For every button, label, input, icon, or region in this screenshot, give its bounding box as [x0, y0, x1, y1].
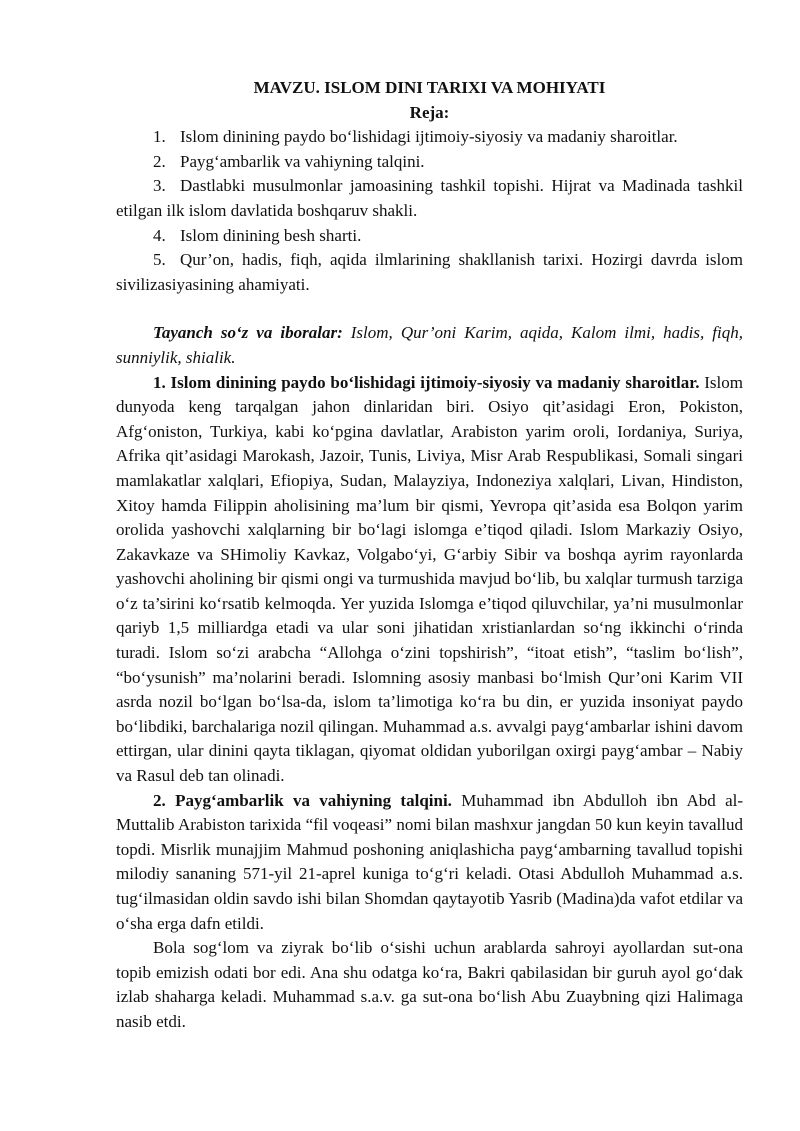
- plan-list: [116, 125, 743, 297]
- plan-item-number: 4.: [153, 225, 166, 245]
- section-2-paragraph-2: Bola sog‘lom va ziyrak bo‘lib o‘sishi uchun arablarda sahroyi ayollardan sut-ona topib emizish odati bor edi. Ana shu odatga ko‘ra, Bakri qabilasidan bir guruh ayol go‘dak izlab shaharga keladi. Muhammad s.a.v. ga sut-ona bo‘lish Abu Zuaybning qizi Halimaga nasib etdi.: [116, 938, 743, 1031]
- keywords-label: Tayanch so‘z va iboralar:: [153, 323, 343, 343]
- section-2-paragraph: [116, 789, 743, 937]
- plan-heading: Reja:: [409, 102, 450, 122]
- section-2-heading: 2. Payg‘ambarlik va vahiyning talqini.: [153, 790, 452, 810]
- plan-item-text: Dastlabki musulmonlar jamoasining tashkil topishi. Hijrat va Madinada tashkil etilgan ilk islom davlatida boshqaruv shakli.: [116, 176, 743, 220]
- plan-item-number: 1.: [153, 127, 166, 147]
- spacer: [116, 297, 743, 321]
- plan-item: [116, 125, 743, 150]
- plan-item-text: Qur’on, hadis, fiqh, aqida ilmlarining shakllanish tarixi. Hozirgi davrda islom sivilizasiyasining ahamiyati.: [116, 250, 743, 294]
- keywords-paragraph: [116, 321, 743, 370]
- plan-item: [116, 174, 743, 223]
- plan-item-number: 2.: [153, 151, 166, 171]
- plan-item-text: Payg‘ambarlik va vahiyning talqini.: [180, 151, 425, 171]
- plan-item-text: Islom dinining besh sharti.: [180, 225, 362, 245]
- plan-item: [116, 224, 743, 249]
- plan-item-number: 5.: [153, 250, 166, 270]
- plan-item: [116, 248, 743, 297]
- section-1-heading: 1. Islom dinining paydo bo‘lishidagi ijtimoiy-siyosiy va madaniy sharoitlar.: [153, 372, 700, 392]
- section-1-paragraph: [116, 371, 743, 789]
- plan-item-number: 3.: [153, 176, 166, 196]
- keywords-text: Islom, Qur’oni Karim, aqida, Kalom ilmi, hadis, fiqh, sunniylik, shialik.: [116, 323, 743, 367]
- plan-item: [116, 150, 743, 175]
- section-2-body: Muhammad ibn Abdulloh ibn Abd al-Muttalib Arabiston tarixida “fil voqeasi” nomi bilan mashxur jangdan 50 kun keyin tavallud topdi. Misrlik munajjim Mahmud poshoning aniqlashicha payg‘ambarning tavallud topishi milodiy sananing 571-yil 21-aprel kuniga to‘g‘ri keladi. Otasi Abdulloh Muhammad a.s. tug‘ilmasidan oldin savdo ishi bilan Shomdan qaytayotib Yasrib (Madina)da vafot etdilar va o‘sha erga dafn etildi.: [116, 790, 743, 933]
- section-1-body: Islom dunyoda keng tarqalgan jahon dinlaridan biri. Osiyo qit’asidagi Eron, Pokiston, Afg‘oniston, Turkiya, kabi ko‘pgina davlatlar, Arabiston yarim oroli, Iordaniya, Suriya, Afrika qit’asidagi Marokash, Jazoir, Tunis, Liviya, Misr Arab Respublikasi, Somali singari mamlakatlar xalqlari, Efiopiya, Sudan, Malayziya, Indoneziya xalqlari, Livan, Hindiston, Xitoy hamda Filippin aholisining ma’lum bir qismi, Yevropa qit’asida esa Bolqon yarim orolida yashovchi xalqlarning bir bo‘lagi islomga e’tiqod qiladi. Islom Markaziy Osiyo, Zakavkaze va SHimoliy Kavkaz, Volgabo‘yi, G‘arbiy Sibir va boshqa ayrim rayonlarda yashovchi aholining bir qismi ongi va turmushida mavjud bo‘lib, bu xalqlar turmush tarziga o‘z ta’sirini ko‘rsatib kelmoqda. Yer yuzida Islomga e’tiqod qiluvchilar, ya’ni musulmonlar qariyb 1,5 milliardga etadi va ular soni jihatidan xristianlardan so‘ng ikkinchi o‘rinda turadi. Islom so‘zi arabcha “Allohga o‘zini topshirish”, “itoat etish”, “taslim bo‘lish”, “bo‘ysunish” ma’nolarini beradi. Islomning asosiy manbasi bo‘lmish Qur’oni Karim VII asrda nozil bo‘lgan bo‘lsa-da, islom ta’limotiga ko‘ra bu din, er yuzida insoniyat paydo bo‘libdiki, barchalariga nozil qilingan. Muhammad a.s. avvalgi payg‘ambarlar ishini davom ettirgan, ular dinini qayta tiklagan, qiyomat oldidan yuborilgan oxirgi payg‘ambar – Nabiy va Rasul deb tan olinadi.: [116, 372, 743, 786]
- plan-item-text: Islom dinining paydo bo‘lishidagi ijtimoiy-siyosiy va madaniy sharoitlar.: [180, 127, 678, 147]
- page-title: MAVZU. ISLOM DINI TARIXI VA MOHIYATI: [253, 78, 606, 97]
